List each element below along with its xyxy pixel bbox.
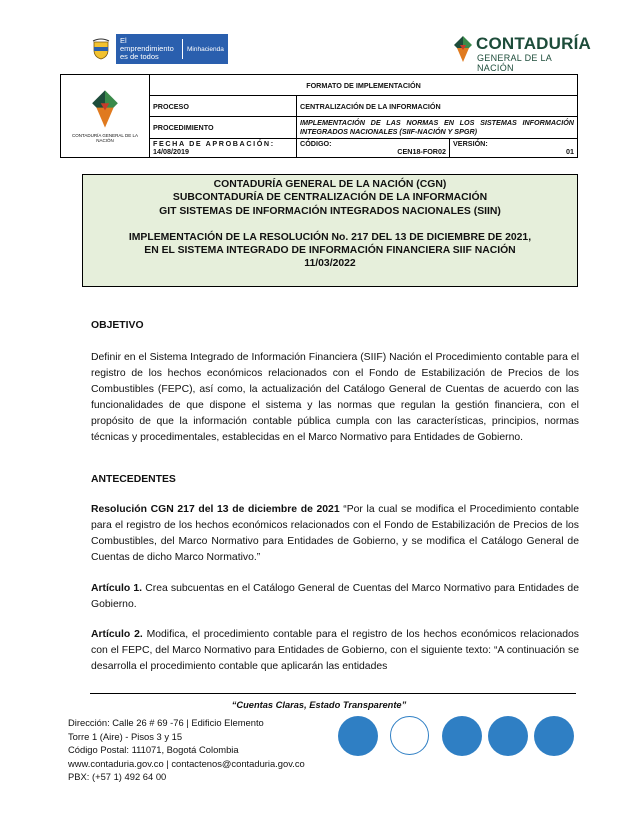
colombia-shield-icon — [86, 34, 116, 64]
iqnet-seal-icon — [390, 716, 432, 755]
version-value: 01 — [566, 147, 574, 156]
antecedentes-heading: ANTECEDENTES — [91, 474, 176, 485]
articulo-2-label: Artículo 2. — [91, 629, 143, 640]
gov-slogan: El emprendimiento es de todos — [120, 36, 174, 61]
articulo-2-paragraph — [91, 627, 579, 675]
articulo-2-text: Modifica, el procedimiento contable para el registro de los hechos económicos relacionados con el FEPC, del Marco Normativo para Entidades de Gobierno, con el siguiente texto: “A continuación se desarrolla el procedimiento contable que aplicarán las entidades — [91, 629, 579, 672]
title-line-1: CONTADURÍA GENERAL DE LA NACIÓN (CGN) — [213, 179, 447, 190]
title-line-2: SUBCONTADURÍA DE CENTRALIZACIÓN DE LA INFORMACIÓN — [172, 192, 488, 204]
ministry-name: Minhacienda — [187, 45, 224, 53]
title-line-5: EN EL SISTEMA INTEGRADO DE INFORMACIÓN FINANCIERA SIIF NACIÓN — [144, 245, 516, 257]
cgn-logo-word1: CONTADURÍA — [476, 34, 592, 53]
footer-web-email[interactable]: www.contaduria.gov.co | contactenos@contaduria.gov.co — [68, 757, 305, 769]
cgn-logo — [452, 34, 592, 73]
procedimiento-label: PROCEDIMIENTO — [150, 117, 297, 139]
codigo-label: CÓDIGO: — [300, 139, 332, 148]
icontec-seal-2-icon — [442, 716, 484, 756]
title-line-6: 11/03/2022 — [304, 258, 356, 270]
logo-divider — [182, 39, 183, 59]
title-block-1 — [83, 178, 577, 218]
version-label: VERSIÓN: — [453, 139, 488, 148]
icontec-seal-1-icon — [338, 716, 380, 778]
footer-address: Dirección: Calle 26 # 69 -76 | Edificio Elemento — [68, 717, 264, 728]
title-line-3: GIT SISTEMAS DE INFORMACIÓN INTEGRADOS NACIONALES (SIIN) — [159, 205, 501, 217]
resolucion-title: Resolución CGN 217 del 13 de diciembre de 2021 — [91, 504, 340, 515]
footer-motto: “Cuentas Claras, Estado Transparente” — [231, 700, 407, 710]
title-block-2 — [83, 231, 577, 271]
cgn-logo-word2: GENERAL DE LA NACIÓN — [477, 53, 552, 73]
footer-divider — [90, 693, 576, 694]
format-header-table — [60, 74, 578, 158]
proceso-label: PROCESO — [150, 96, 297, 117]
header-logo-cell — [61, 75, 150, 158]
procedimiento-value: IMPLEMENTACIÓN DE LAS NORMAS EN LOS SISTEMAS INFORMACIÓN INTEGRADOS NACIONALES (SIIF-NACIÓN Y SPGR) — [297, 117, 578, 139]
fecha-value: 14/08/2019 — [153, 147, 189, 156]
footer-postal: Código Postal: 111071, Bogotá Colombia — [68, 744, 239, 755]
resolucion-text: “Por la cual se modifica el Procedimiento contable para el registro de los hechos económicos relacionados con el Fondo de Estabilización de Precios de los Combustibles, del Marco Normativo para Entidades de Gobierno, y se modifica el Catálogo General de Cuentas de dicho Marco Normativo.” — [91, 504, 579, 563]
footer-tower: Torre 1 (Aire) - Pisos 3 y 15 — [68, 730, 183, 742]
codigo-cell — [297, 139, 450, 158]
title-line-4: IMPLEMENTACIÓN DE LA RESOLUCIÓN No. 217 DEL 13 DE DICIEMBRE DE 2021, — [128, 231, 532, 243]
fecha-label: FECHA DE APROBACIÓN: — [153, 139, 275, 148]
articulo-1-text: Crea subcuentas en el Catálogo General de Cuentas del Marco Normativo para Entidades de Gobierno. — [91, 583, 579, 610]
fecha-cell — [150, 139, 297, 158]
header-logo-text: CONTADURÍA GENERAL DE LA NACIÓN — [71, 133, 138, 143]
codigo-value: CEN18-FOR02 — [397, 147, 446, 156]
gobierno-logo — [86, 34, 228, 64]
articulo-1-label: Artículo 1. — [91, 583, 143, 594]
icontec-seal-3-icon — [488, 716, 530, 756]
resolucion-paragraph — [91, 502, 579, 566]
cgn-emblem-icon — [86, 89, 124, 129]
proceso-value: CENTRALIZACIÓN DE LA INFORMACIÓN — [297, 96, 578, 117]
certification-logos — [338, 716, 578, 791]
objetivo-heading: OBJETIVO — [91, 320, 144, 331]
icontec-seal-4-icon — [534, 716, 576, 756]
footer-phone: PBX: (+57 1) 492 64 00 — [68, 771, 167, 782]
version-cell — [450, 139, 578, 158]
objetivo-paragraph: Definir en el Sistema Integrado de Información Financiera (SIIF) Nación el Procedimiento contable para el registro de los hechos económicos relacionados con el Fondo de Estabilización de Precios de los Combustibles (FEPC), así como, la actualización del Catálogo General de Cuentas de acuerdo con las funcionalidades de que dispone el sistema y las normas que regulan la gestión financiera, con el propósito de que la información contable pública cumpla con las características, principios, normas técnicas y procedimentales, establecidas en el Marco Normativo para Entidades de Gobierno. — [91, 352, 579, 443]
format-title: FORMATO DE IMPLEMENTACIÓN — [150, 75, 578, 96]
footer-contact — [68, 716, 305, 784]
cgn-emblem-icon — [452, 35, 474, 63]
articulo-1-paragraph — [91, 581, 579, 613]
title-box — [82, 174, 578, 287]
